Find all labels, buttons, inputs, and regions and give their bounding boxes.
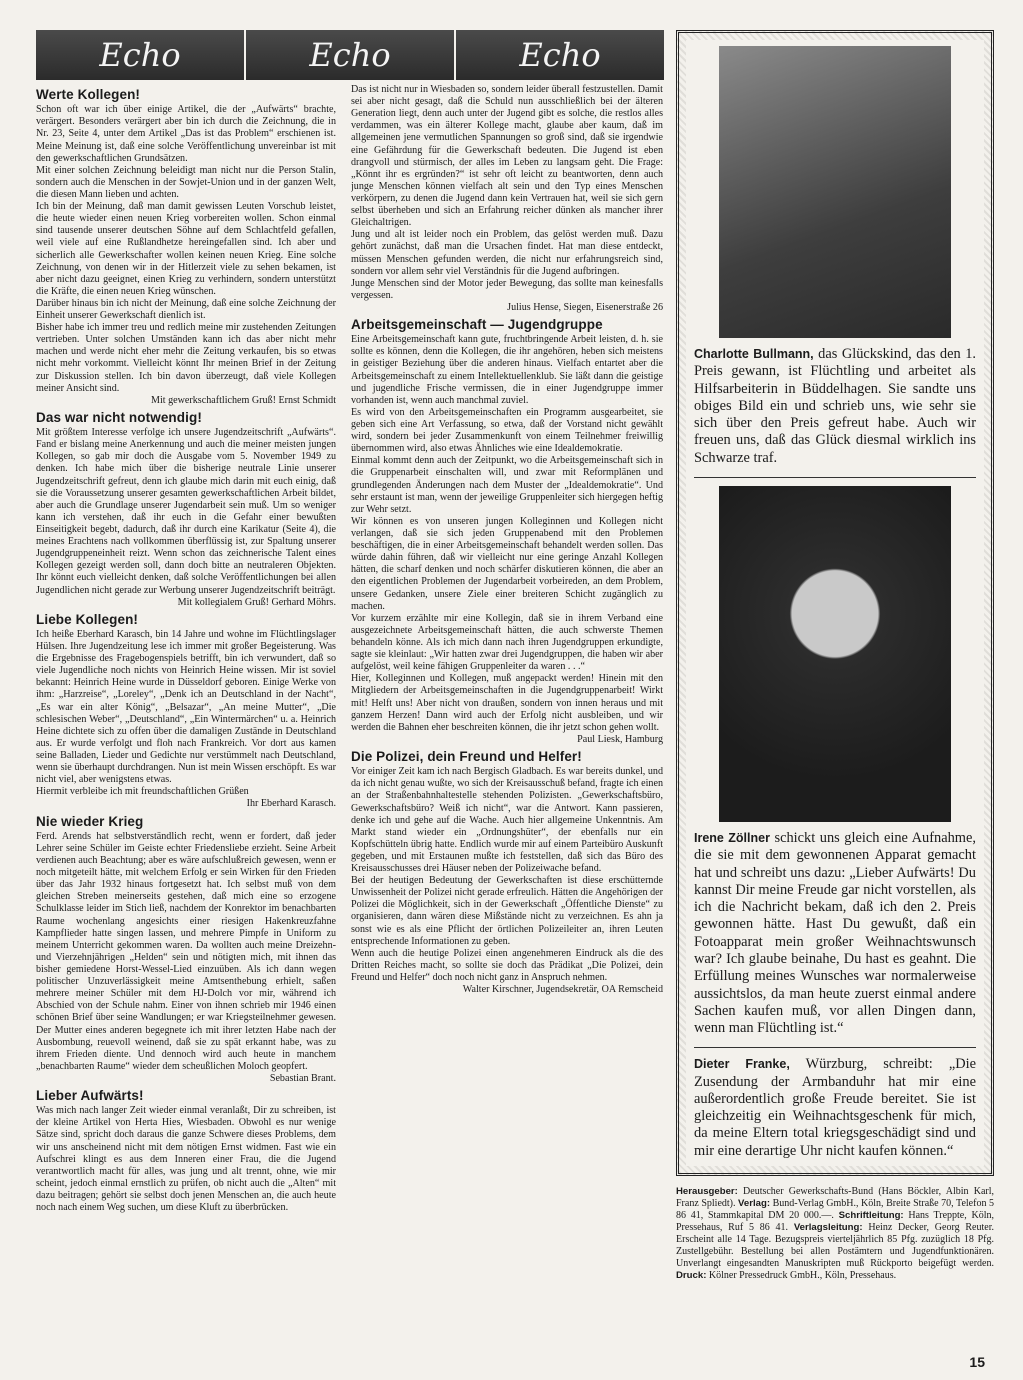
article-paragraph: Bisher habe ich immer treu und redlich meine mir zustehenden Zeitungen vertrieben. Unter solchen Umständen kann ich das aber nicht mehr machen und werde nicht eher mehr die Zeitung verkaufen, bis so etwas nicht mehr vorkommt. Vielleicht könnt Ihr meinen Brief in der Zeitung zur Diskussion stellen. Ich bin davon überzeugt, daß viele Kollegen meiner Ansicht sind. bbox=[36, 322, 336, 394]
banner-tile: Echo bbox=[456, 30, 664, 80]
imprint-text: Deutscher Gewerkschafts-Bund (Hans Böckler, Albin Karl, Franz Spliedt). bbox=[676, 1186, 994, 1210]
article-paragraph: Eine Arbeitsgemeinschaft kann gute, fruchtbringende Arbeit leisten, d. h. sie sollte es können, denn die Kollegen, die ihr angehören, heben sich meistens in geistiger Beziehung über die anderen hinaus. Vielfach entartet aber die Arbeitsgemeinschaft zu einem Intellektuellenklub. Sie läßt dann die geistige und jugendliche Frische vermissen, die in einer Jugendgruppe immer vorhanden ist, wenn auch manchmal zuviel. bbox=[351, 334, 663, 406]
article-paragraph: Hier, Kolleginnen und Kollegen, muß angepackt werden! Hinein mit den Mitgliedern der Arbeitsgemeinschaften in die Jugendgruppenarbeit! Wirkt mit! Helft uns! Aber nicht von draußen, sondern von innen heraus und mit ganzem Herzen! Dann wird auch der Erfolg nicht ausbleiben, und wir werden die Bahnen eher beschreiten können, die ihr jetzt schon gehen wollt. bbox=[351, 673, 663, 733]
article-paragraph: Einmal kommt denn auch der Zeitpunkt, wo die Arbeitsgemeinschaft sich in die Gruppenarbeit einschalten will, und zwar mit Reformplänen und grundlegenden Änderungen nach dem Muster der „Idealdemokratie“. Und sehr erstaunt ist man, wenn der jeweilige Gruppenleiter sich hiergegen heftig zur Wehr setzt. bbox=[351, 455, 663, 515]
page-number: 15 bbox=[969, 1354, 985, 1370]
imprint-label: Schriftleitung: bbox=[838, 1210, 904, 1222]
caption-text: Würzburg, schreibt: „Die Zusendung der Armbanduhr hat mir eine außerordentlich große Freude bereitet. Sie ist gleichzeitig ein Weihnachtsgeschenk für mich, da meine Eltern total kriegsgeschädigt sind und mir eine derartige Uhr nicht kaufen können.“ bbox=[694, 1056, 976, 1159]
caption-name: Irene Zöllner bbox=[694, 830, 770, 845]
article-paragraph: Vor kurzem erzählte mir eine Kollegin, daß sie in ihrem Verband eine ausgezeichnete Arbeitsgemeinschaft hätten, die auch schwerste Themen behandeln könne. Als ich mich dann nach ihren Jugendgruppen erkundigte, sagte sie kleinlaut: „Wir hatten zwar drei Jugendgruppen, die haben wir aber aufgelöst, weil keine fähigen Gruppenleiter da waren . . .“ bbox=[351, 612, 663, 673]
photo-caption bbox=[694, 346, 976, 467]
prize-winners-inner bbox=[686, 40, 984, 1166]
article-heading: Lieber Aufwärts! bbox=[36, 1088, 144, 1104]
article-signature: Mit gewerkschaftlichem Gruß! Ernst Schmidt bbox=[150, 394, 336, 406]
divider bbox=[694, 477, 976, 478]
article-paragraph: Was mich nach langer Zeit wieder einmal veranlaßt, Dir zu schreiben, ist der kleine Artikel von Herta Hies, Wiesbaden. Obwohl es nur wenige Sätze sind, spricht doch daraus die ganze Schwere dieses Problems, dem wir uns anscheinend nicht mit dem nötigen Ernst widmen. Fast wie ein Aufschrei klingt es aus dem Inneren einer Frau, die die Jugend verantwortlich macht für alles, was jung und alt trennt, ohne, wie mir scheint, jedoch einmal ernstlich zu prüfen, ob nicht auch die „Alten“ mit dazu beitragen; gehört sie selbst doch jenen Menschen an, die auch heute noch nach einem Weg suchen, um diese Kluft zu überbrücken. bbox=[36, 1105, 336, 1214]
article-paragraph: Mit einer solchen Zeichnung beleidigt man nicht nur die Person Stalin, sondern auch die Menschen in der Sowjet-Union und in der ganzen Welt, die diesen Mann lieben und achten. bbox=[36, 164, 336, 200]
imprint-text: Heinz Decker, Georg Reuter. Erscheint alle 14 Tage. Bezugspreis vierteljährlich 85 Pfg. zuzüglich 18 Pfg. Zustellgebühr. Bestellung bei allen Postämtern und Jugendfunktionären. Unverlangt eingesandten Manuskripten muß Rückporto beigefügt werden. bbox=[676, 1222, 994, 1270]
article-signature: Mit kollegialem Gruß! Gerhard Möhrs. bbox=[177, 596, 336, 608]
caption-text: schickt uns gleich eine Aufnahme, die sie mit dem gewonnenen Apparat gemacht hat und schreibt uns dazu: „Lieber Aufwärts! Du kannst Dir meine Freude gar nicht vorstellen, als ich die Nachricht bekam, daß ich den 2. Preis gewonnen hätte. Hast Du gewußt, daß ein Fotoapparat mein großer Weihnachtswunsch war? Ich glaube beinahe, Du hast es geahnt. Die Erfüllung meines Wunsches war normalerweise aussichtslos, da man heute zuerst einmal andere Sachen kaufen muß, vor allen Dingen dann, wenn man Flüchtling ist.“ bbox=[694, 829, 976, 1037]
sidebar-column bbox=[676, 30, 994, 1370]
article-paragraph: Jung und alt ist leider noch ein Problem, das gelöst werden muß. Dazu gehört zunächst, daß man die Ursachen findet. Hat man diese entdeckt, müssen Menschen gefunden werden, die nicht nur erfahrungsreich sind, sondern vor allem sehr viel Verständnis für die Jugend aufbringen. bbox=[351, 229, 663, 277]
article-heading: Liebe Kollegen! bbox=[36, 611, 139, 627]
prize-winners-box bbox=[676, 30, 994, 1176]
article-paragraph: Hiermit verbleibe ich mit freundschaftlichen Grüßen bbox=[36, 786, 249, 798]
article-paragraph: Wenn auch die heutige Polizei einen angenehmeren Eindruck als die des Dritten Reiches macht, so sollte sie doch das Prädikat „Die Polizei, dein Freund und Helfer“ doch noch nicht ganz in Anspruch nehmen. bbox=[351, 947, 663, 984]
imprint-text: Hans Treppte, Köln, Pressehaus, Ruf 5 86 41. bbox=[676, 1210, 994, 1234]
photo-caption bbox=[694, 1056, 976, 1160]
article-paragraph: Es wird von den Arbeitsgemeinschaften ein Programm ausgearbeitet, sie geben sich eine Art Verfassung, so etwa, daß der Vorstand nicht gewählt wird, sondern bei jeder Zusammenkunft von einem Teilnehmer freiwillig übernommen wird, also etwas Ähnliches wie eine Idealdemokratie. bbox=[351, 406, 663, 455]
article-heading: Die Polizei, dein Freund und Helfer! bbox=[351, 748, 582, 764]
column-2 bbox=[351, 84, 663, 1364]
article-heading: Werte Kollegen! bbox=[36, 87, 141, 102]
article-paragraph: Bei der heutigen Bedeutung der Gewerkschaften ist diese erschütternde Unwissenheit der Polizei nicht gerade erfreulich. Hätten die Angehörigen der Polizei die Möglichkeit, sich in der Gewerkschaft „Öffentliche Dienste“ zu organisieren, dann wären diese Mißstände nicht zu verzeichnen. Es ahn ja sonst wie es als eine Pflicht der örtlichen Polizeileiter an, ihren Leuten entsprechende Informationen zu geben. bbox=[351, 875, 663, 947]
divider bbox=[694, 1047, 976, 1048]
article-paragraph: Schon oft war ich über einige Artikel, die der „Aufwärts“ brachte, verärgert. Besonders verärgert aber bin ich durch die Zeichnung, die in Nr. 23, Seite 4, unter dem Artikel „Das ist das Problem“ erschienen ist. Meine Meinung ist, daß eine solche Veröffentlichung unvereinbar ist mit den gewerkschaftlichen Grundsätzen. bbox=[36, 104, 336, 164]
caption-text: das Glückskind, das den 1. Preis gewann, ist Flüchtling und arbeitet als Hilfsarbeiterin in Büddelhagen. Sie sandte uns obiges Bild ein und schrieb uns, wie sehr sie sich über den Preis gefreut habe. Auch wir freuen uns, daß das Glück diesmal wirklich ins Schwarze traf. bbox=[694, 346, 976, 466]
article-paragraph: Das ist nicht nur in Wiesbaden so, sondern leider überall festzustellen. Damit sei aber nicht gesagt, daß die Schuld nun ausschließlich bei der älteren Generation liegt, denn auch unter der Jugend gibt es solche, die restlos alles verdammen, was ein älterer Kollege macht, glaube aber kaum, daß im allgemeinen jene vermutlichen Spannungen so groß sind, daß sie irgendwie eine Gefährdung für die Gewerkschaft bedeuten. Die Jugend ist eben drangvoll und stürmisch, der alles im Leben zu langsam geht. Die Frage: „Könnt ihr es ergründen?“ ist sehr oft leicht zu beantworten, denn auch junge Menschen können vielfach alt sein und den Typ eines Menschen verkörpern, zu denen die Jugend dann kein Vertrauen hat, weil sie sich gern selbst überheben und sich an Erfahrung reicher dünken als mancher ihrer Gleichaltrigen. bbox=[351, 84, 663, 229]
imprint bbox=[676, 1186, 994, 1282]
article-heading: Das war nicht notwendig! bbox=[36, 409, 202, 425]
article-paragraph: Ferd. Arends hat selbstverständlich recht, wenn er fordert, daß jeder Lehrer seine Schüler im Geiste echter Friedensliebe erzieht. Seine Arbeit verdienen auch Beachtung; aber es wäre aufschlußreich gewesen, wenn er noch mitgeteilt hätte, mit welchem Erfolg er sein Wirken für den Frieden über das Jahr 1932 hinaus fortgesetzt hat. Ich selbst muß von dem gleichen Streben meinerseits gestehen, daß mich eine so erzogene Schulklasse leider im Stich ließ, nachdem der Konrektor im benachbarten Raume wochenlang angesichts einer riesigen Hakenkreuzfahne Kampflieder hatte singen lassen, und mehrere Pimpfe in Uniform zu meinem Unterricht gekommen waren. Da wollten auch meine Dreizehn- und Vierzehnjährigen „Helden“ sein und nötigten mich, mit ihnen das bisher gemiedene Horst-Wessel-Lied einzuüben. Als ich dann wegen politischer Unzuverlässigkeit meine Amtsenthebung erhielt, saßen mehrere meiner Schüler mit dem HJ-Dolch vor mir, während ich Abschied von der Schule nahm. Einer von ihnen schrieb mir 1946 einen schönen Brief über seine Wandlungen; er war Kriegsteilnehmer gewesen. Der Mutter eines anderen begegnete ich mit ihrer letzten Habe nach der Ausbombung, reuevoll weinend, daß sie zu spät erkannt habe, was zu ihrem Frieden diente. Und dennoch wird auch heute in manchem „benachbarten Raume“ wieder dem scheußlichen Moloch geopfert. bbox=[36, 830, 336, 1072]
echo-banner bbox=[36, 30, 664, 80]
imprint-text: Bund-Verlag GmbH., Köln, Breite Straße 70, Telefon 5 86 41, Stammkapital DM 20 000.—. bbox=[676, 1198, 994, 1222]
article-paragraph: Junge Menschen sind der Motor jeder Bewegung, das sollte man keinesfalls vergessen. bbox=[351, 277, 663, 301]
article-paragraph: Vor einiger Zeit kam ich nach Bergisch Gladbach. Es war bereits dunkel, und da ich nicht genau wußte, wo sich der Kreisausschuß befand, fragte ich einen an der Straßenbahnhaltestelle stehenden Polizisten. „Gewerkschaftsbüro, Gewerkschaftsbüro? Weiß ich nicht“, war die Antwort. Kann passieren, denke ich und gehe auf die Wache. Auch hier allgemeine Unkenntnis. Am Markt stand wieder ein „Ordnungshüter“, der ebenfalls nur ein Kopfschütteln übrig hatte. Endlich wurde mir auf einem Parteibüro Auskunft gegeben, und mit Erstaunen mußte ich feststellen, daß sich das Büro des Kreisausschusses drei Häuser neben der Polizeiwache befand. bbox=[351, 766, 663, 875]
imprint-label: Verlagsleitung: bbox=[793, 1222, 863, 1234]
photo-caption bbox=[694, 830, 976, 1037]
caption-name: Dieter Franke, bbox=[694, 1057, 790, 1072]
portrait-photo bbox=[719, 46, 951, 338]
caption-name: Charlotte Bullmann, bbox=[694, 347, 814, 361]
banner-tile: Echo bbox=[36, 30, 244, 80]
article-heading: Arbeitsgemeinschaft — Jugendgruppe bbox=[351, 317, 603, 333]
article-paragraph: Mit größtem Interesse verfolge ich unsere Jugendzeitschrift „Aufwärts“. Fand er bislang meine Anerkennung und auch die meiner meisten jungen Kollegen, so gab mir doch die Ausgabe vom 5. November 1949 zu denken. Ich habe mich über die bisherige neutrale Linie unserer Jugendzeitschrift gefreut, denn ich glaube mich darin mit euch einig, daß sie die Voraussetzung unserer gesamten gewerkschaftlichen Arbeit bildet, aber auch die Grundlage unserer Jugendarbeit sein muß. Um so weniger kann ich verstehen, daß ihr euch in die Gefahr einer bewußten Einseitigkeit begebt, dadurch, daß ihr durch eine Karikatur (Seite 4), die meines Erachtens nach vollkommen überflüssig ist, zur Spaltung unserer Jugendgruppeneinheit reizt. Wenn schon das zeichnerische Talent eines Kollegen gezeigt werden soll, dann doch bitte an neutraleren Objekten. Ihr könnt euch vielleicht denken, daß solche Veröffentlichungen bei allen Jugendlichen nicht gerade zur Werbung unserer Jugendzeitschrift beiträgt. bbox=[36, 427, 336, 596]
imprint-label: Verlag: bbox=[738, 1198, 771, 1210]
column-1 bbox=[36, 84, 336, 1364]
article-signature: Julius Hense, Siegen, Eisenerstraße 26 bbox=[507, 301, 663, 313]
article-paragraph: Ich heiße Eberhard Karasch, bin 14 Jahre und wohne im Flüchtlingslager Hülsen. Ihre Jugendzeitung lese ich immer mit großer Begeisterung. Was die Ergebnisse des Fragebogenspiels betrifft, bin ich verwundert, daß so viele Jugendliche noch nichts von Heinrich Heine wissen. Mir ist soviel bekannt: Heinrich Heine wurde in Düsseldorf geboren. Einige Werke von ihm: „Harzreise“, „Loreley“, „Denk ich an Deutschland in der Nacht“, „Es war ein alter König“, „Belsazar“, „An meine Mutter“, „Die schlesischen Weber“, „Deutschland“, „Ein Wintermärchen“ u. a. Heinrich Heine dichtete sich zu offen über die damaligen Zustände in Deutschland aus. Er wurde verfolgt und floh nach Frankreich. Vor dort aus kamen seine Balladen, Lieder und Gedichte nur verstümmelt nach Deutschland, wenn sie überhaupt durchdrangen. Nun ist mein Wissen erschöpft. Es war nicht viel, aber wenigstens etwas. bbox=[36, 628, 336, 786]
article-paragraph: Ich bin der Meinung, daß man damit gewissen Leuten Vorschub leistet, die heute wieder einen neuen Krieg vorbereiten wollen. Schon einmal sind tausende unserer deutschen Söhne auf dem Schlachtfeld gefallen, weil viele auf eine Rußlandhetze hereingefallen sind. Ich aber und sicherlich alle Gewerkschafter wollen keinen neuen Krieg. Eine solche Zeichnung, von denen wir in der Hitlerzeit viele zu sehen bekamen, ist aber nicht dazu geeignet, einen Krieg zu verhindern, sondern unterstützt die Kräfte, die einen neuen Krieg wünschen. bbox=[36, 201, 336, 297]
imprint-label: Druck: bbox=[676, 1270, 707, 1282]
banner-tile: Echo bbox=[246, 30, 454, 80]
article-signature: Ihr Eberhard Karasch. bbox=[246, 798, 336, 810]
imprint-text: Kölner Pressedruck GmbH., Köln, Pressehaus. bbox=[706, 1270, 897, 1282]
article-paragraph: Darüber hinaus bin ich nicht der Meinung, daß eine solche Zeichnung der Einheit unserer Gewerkschaft dienlich ist. bbox=[36, 297, 336, 322]
article-heading: Nie wieder Krieg bbox=[36, 813, 144, 829]
article-signature: Walter Kirschner, Jugendsekretär, OA Remscheid bbox=[462, 984, 663, 996]
portrait-photo bbox=[719, 486, 951, 822]
article-signature: Paul Liesk, Hamburg bbox=[577, 733, 663, 745]
article-signature: Sebastian Brant. bbox=[269, 1072, 336, 1084]
article-paragraph: Wir können es von unseren jungen Kolleginnen und Kollegen nicht verlangen, daß sie sich jeden Gruppenabend mit den Problemen beschäftigen, die in einer Arbeitsgemeinschaft behandelt werden sollen. Das würde dahin führen, daß wir vielleicht nur eine geringe Anzahl Kollegen hätten, die scharf denken und noch schärfer diskutieren können, die aber an den eigentlichen Problemen der Jugendarbeit vorbeireden, an dem Problem, unsere Gedanken, unsere Ziele einer breiteren Schicht zugänglich zu machen. bbox=[351, 515, 663, 612]
imprint-label: Herausgeber: bbox=[676, 1186, 738, 1198]
